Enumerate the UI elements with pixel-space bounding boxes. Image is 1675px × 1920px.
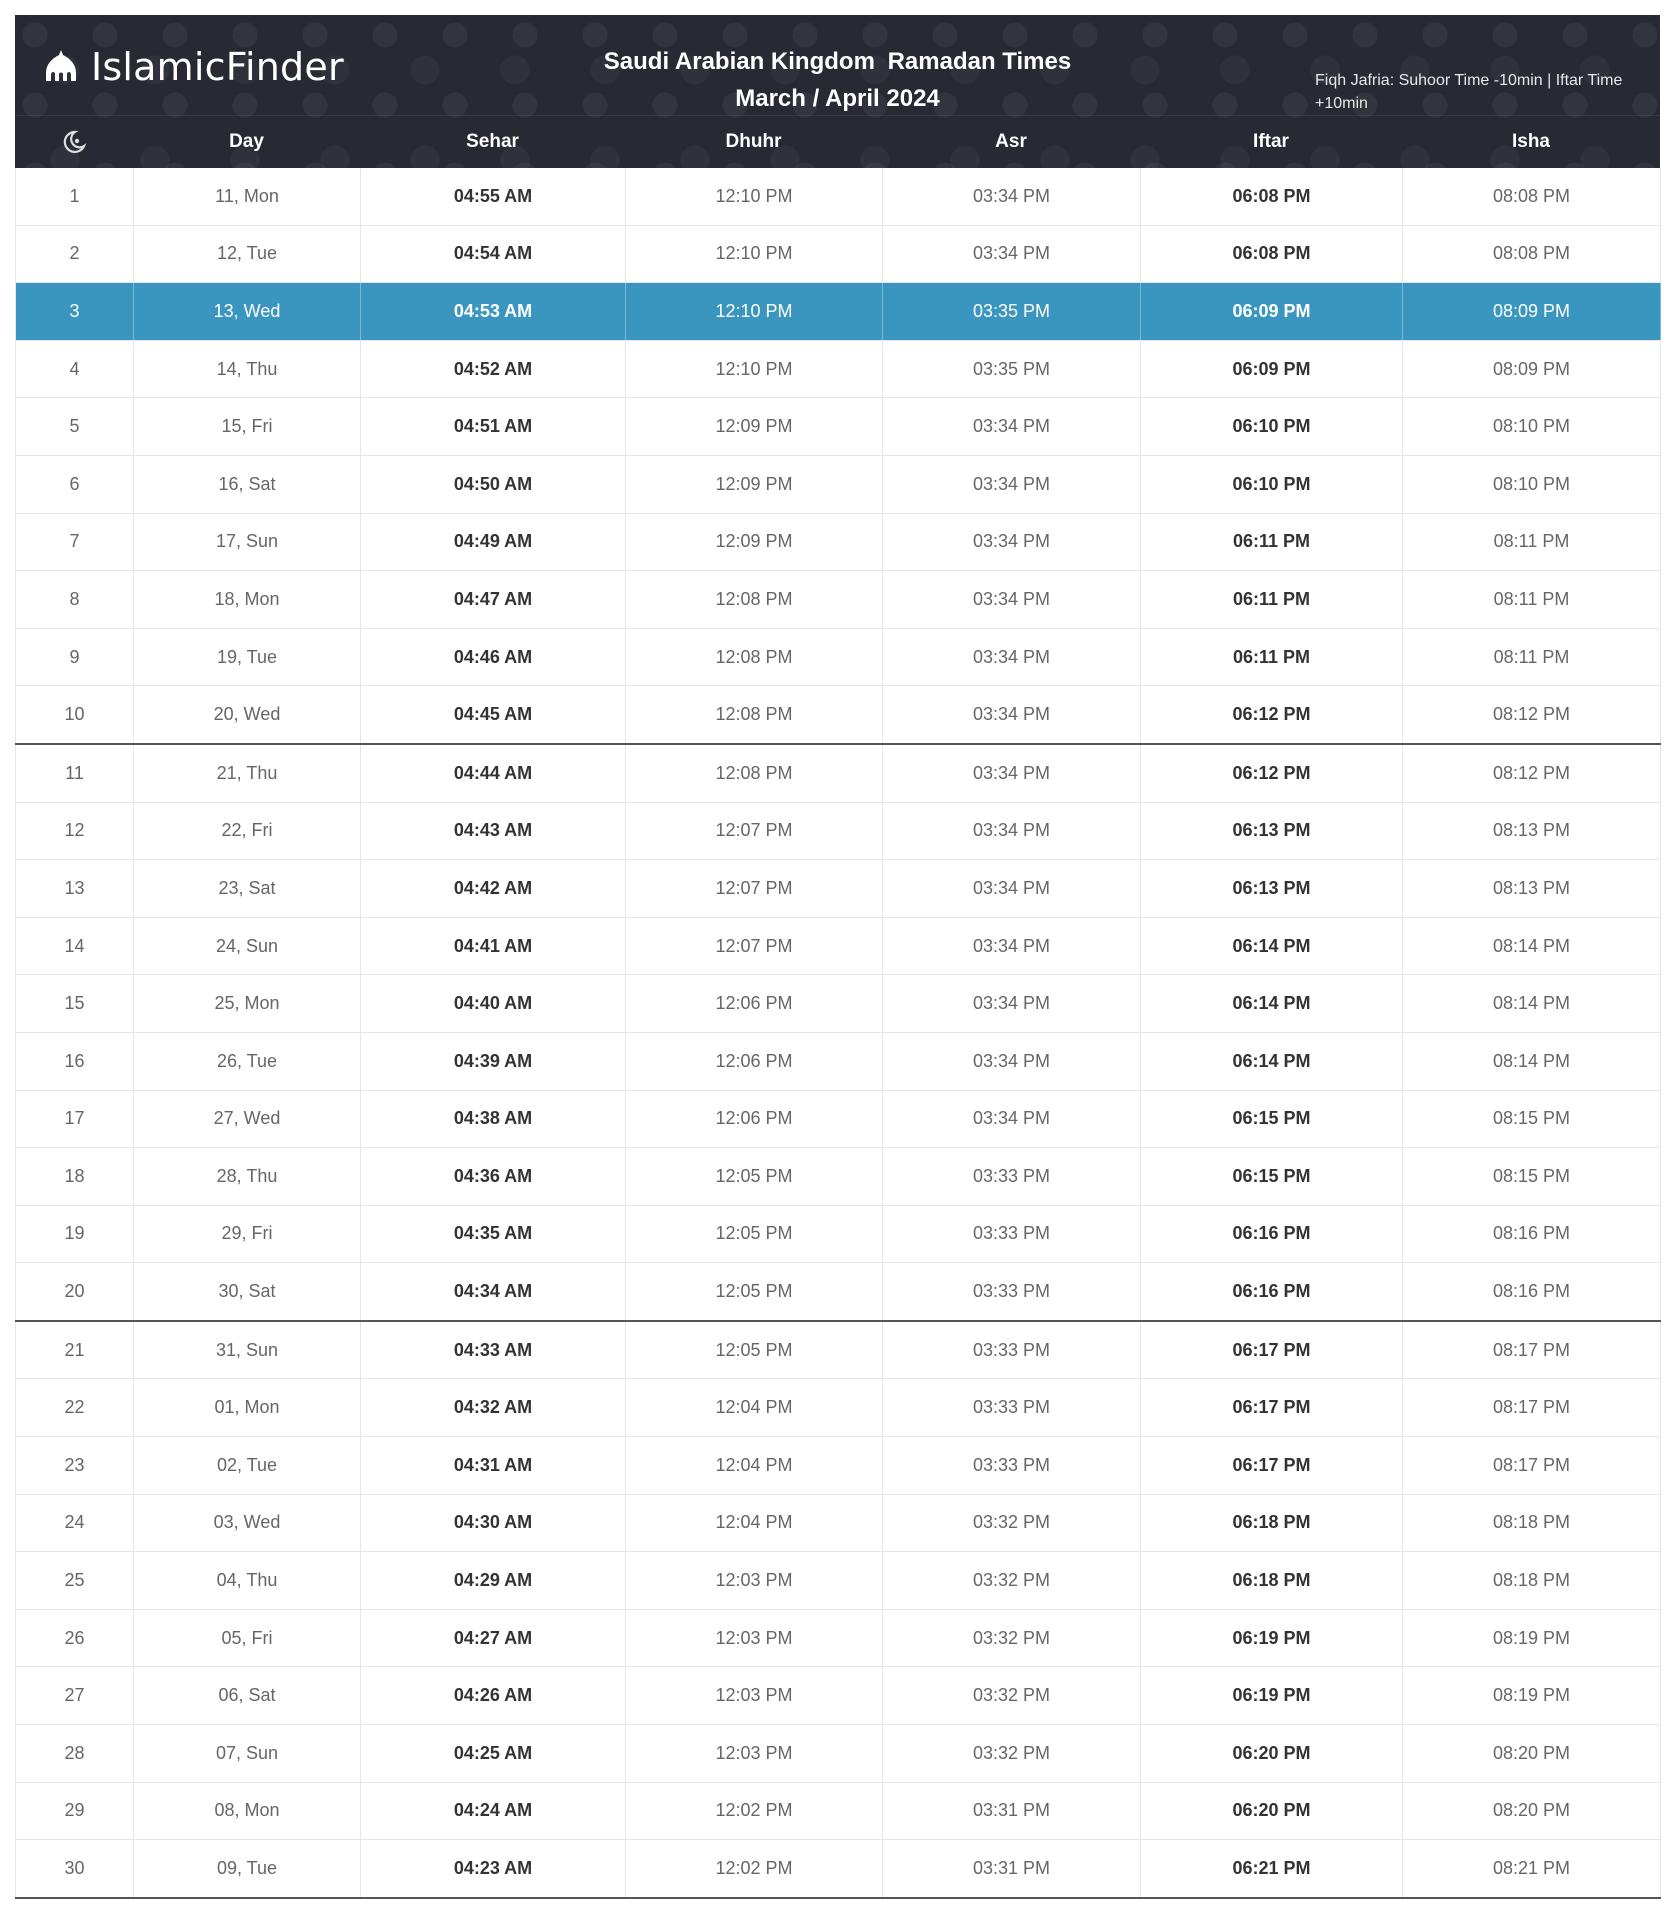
cell-iftar: 06:10 PM: [1141, 455, 1403, 513]
cell-day: 16, Sat: [134, 455, 361, 513]
table-row: [16, 455, 1661, 513]
column-header-dhuhr: Dhuhr: [725, 130, 782, 152]
cell-day: 15, Fri: [134, 398, 361, 456]
cell-sehar: 04:30 AM: [361, 1494, 626, 1552]
cell-day: 26, Tue: [134, 1032, 361, 1090]
cell-day: 23, Sat: [134, 860, 361, 918]
cell-dhuhr: 12:09 PM: [626, 398, 883, 456]
cell-iftar: 06:09 PM: [1141, 283, 1403, 341]
table-row: [16, 744, 1661, 802]
cell-asr: 03:33 PM: [883, 1263, 1141, 1321]
cell-dhuhr: 12:10 PM: [626, 168, 883, 225]
cell-iftar: 06:10 PM: [1141, 398, 1403, 456]
cell-day: 17, Sun: [134, 513, 361, 571]
cell-dhuhr: 12:09 PM: [626, 455, 883, 513]
cell-asr: 03:34 PM: [883, 917, 1141, 975]
cell-day: 24, Sun: [134, 917, 361, 975]
cell-iftar: 06:16 PM: [1141, 1263, 1403, 1321]
cell-day: 02, Tue: [134, 1437, 361, 1495]
cell-dhuhr: 12:05 PM: [626, 1263, 883, 1321]
table-row: [16, 398, 1661, 456]
cell-isha: 08:11 PM: [1403, 513, 1661, 571]
cell-n: 6: [16, 455, 134, 513]
cell-iftar: 06:19 PM: [1141, 1667, 1403, 1725]
cell-iftar: 06:09 PM: [1141, 340, 1403, 398]
cell-asr: 03:34 PM: [883, 628, 1141, 686]
cell-sehar: 04:46 AM: [361, 628, 626, 686]
cell-asr: 03:35 PM: [883, 340, 1141, 398]
cell-sehar: 04:24 AM: [361, 1782, 626, 1840]
cell-asr: 03:34 PM: [883, 1090, 1141, 1148]
cell-isha: 08:20 PM: [1403, 1725, 1661, 1783]
cell-isha: 08:16 PM: [1403, 1263, 1661, 1321]
cell-dhuhr: 12:08 PM: [626, 744, 883, 802]
cell-asr: 03:34 PM: [883, 802, 1141, 860]
cell-iftar: 06:14 PM: [1141, 917, 1403, 975]
table-row: [16, 513, 1661, 571]
cell-sehar: 04:39 AM: [361, 1032, 626, 1090]
cell-day: 03, Wed: [134, 1494, 361, 1552]
cell-asr: 03:32 PM: [883, 1494, 1141, 1552]
table-row: [16, 571, 1661, 629]
cell-n: 8: [16, 571, 134, 629]
cell-n: 27: [16, 1667, 134, 1725]
cell-dhuhr: 12:06 PM: [626, 1032, 883, 1090]
cell-day: 11, Mon: [134, 168, 361, 225]
cell-isha: 08:14 PM: [1403, 917, 1661, 975]
cell-iftar: 06:20 PM: [1141, 1782, 1403, 1840]
cell-dhuhr: 12:05 PM: [626, 1205, 883, 1263]
cell-isha: 08:08 PM: [1403, 168, 1661, 225]
table-row: [16, 1379, 1661, 1437]
cell-asr: 03:31 PM: [883, 1840, 1141, 1898]
cell-dhuhr: 12:10 PM: [626, 340, 883, 398]
cell-iftar: 06:11 PM: [1141, 628, 1403, 686]
cell-sehar: 04:45 AM: [361, 686, 626, 744]
cell-asr: 03:32 PM: [883, 1609, 1141, 1667]
cell-isha: 08:17 PM: [1403, 1321, 1661, 1379]
cell-asr: 03:34 PM: [883, 975, 1141, 1033]
timetable-body: [16, 168, 1661, 1898]
cell-dhuhr: 12:07 PM: [626, 917, 883, 975]
cell-sehar: 04:26 AM: [361, 1667, 626, 1725]
cell-dhuhr: 12:02 PM: [626, 1782, 883, 1840]
table-row: [16, 975, 1661, 1033]
table-row: [16, 168, 1661, 225]
cell-day: 21, Thu: [134, 744, 361, 802]
cell-sehar: 04:44 AM: [361, 744, 626, 802]
cell-n: 12: [16, 802, 134, 860]
cell-isha: 08:17 PM: [1403, 1437, 1661, 1495]
cell-asr: 03:33 PM: [883, 1205, 1141, 1263]
cell-asr: 03:34 PM: [883, 398, 1141, 456]
cell-isha: 08:11 PM: [1403, 571, 1661, 629]
cell-iftar: 06:11 PM: [1141, 571, 1403, 629]
cell-iftar: 06:13 PM: [1141, 860, 1403, 918]
cell-day: 22, Fri: [134, 802, 361, 860]
cell-n: 13: [16, 860, 134, 918]
cell-n: 26: [16, 1609, 134, 1667]
cell-day: 31, Sun: [134, 1321, 361, 1379]
cell-sehar: 04:33 AM: [361, 1321, 626, 1379]
cell-dhuhr: 12:03 PM: [626, 1667, 883, 1725]
cell-day: 25, Mon: [134, 975, 361, 1033]
cell-n: 23: [16, 1437, 134, 1495]
cell-n: 3: [16, 283, 134, 341]
cell-n: 7: [16, 513, 134, 571]
table-row: [16, 225, 1661, 283]
cell-sehar: 04:54 AM: [361, 225, 626, 283]
table-row: [16, 1205, 1661, 1263]
table-row: [16, 802, 1661, 860]
cell-day: 09, Tue: [134, 1840, 361, 1898]
cell-asr: 03:34 PM: [883, 686, 1141, 744]
cell-asr: 03:34 PM: [883, 571, 1141, 629]
cell-sehar: 04:25 AM: [361, 1725, 626, 1783]
cell-isha: 08:17 PM: [1403, 1379, 1661, 1437]
cell-sehar: 04:50 AM: [361, 455, 626, 513]
cell-asr: 03:35 PM: [883, 283, 1141, 341]
cell-sehar: 04:35 AM: [361, 1205, 626, 1263]
cell-n: 19: [16, 1205, 134, 1263]
cell-sehar: 04:32 AM: [361, 1379, 626, 1437]
table-row: [16, 1782, 1661, 1840]
cell-dhuhr: 12:08 PM: [626, 686, 883, 744]
cell-sehar: 04:53 AM: [361, 283, 626, 341]
cell-sehar: 04:51 AM: [361, 398, 626, 456]
cell-sehar: 04:52 AM: [361, 340, 626, 398]
cell-isha: 08:18 PM: [1403, 1494, 1661, 1552]
cell-isha: 08:10 PM: [1403, 398, 1661, 456]
cell-isha: 08:21 PM: [1403, 1840, 1661, 1898]
table-row: [16, 628, 1661, 686]
cell-dhuhr: 12:04 PM: [626, 1437, 883, 1495]
column-header-isha: Isha: [1511, 130, 1551, 152]
cell-day: 12, Tue: [134, 225, 361, 283]
cell-isha: 08:20 PM: [1403, 1782, 1661, 1840]
cell-n: 20: [16, 1263, 134, 1321]
cell-asr: 03:31 PM: [883, 1782, 1141, 1840]
cell-asr: 03:32 PM: [883, 1552, 1141, 1610]
cell-iftar: 06:13 PM: [1141, 802, 1403, 860]
table-row: [16, 1321, 1661, 1379]
cell-dhuhr: 12:10 PM: [626, 225, 883, 283]
cell-n: 14: [16, 917, 134, 975]
cell-day: 30, Sat: [134, 1263, 361, 1321]
table-row: [16, 1090, 1661, 1148]
fiqh-note: Fiqh Jafria: Suhoor Time -10min | Iftar Time +10min: [1315, 72, 1623, 112]
cell-iftar: 06:08 PM: [1141, 168, 1403, 225]
cell-iftar: 06:17 PM: [1141, 1379, 1403, 1437]
cell-n: 17: [16, 1090, 134, 1148]
cell-dhuhr: 12:06 PM: [626, 975, 883, 1033]
cell-isha: 08:13 PM: [1403, 860, 1661, 918]
cell-isha: 08:19 PM: [1403, 1667, 1661, 1725]
cell-iftar: 06:18 PM: [1141, 1552, 1403, 1610]
cell-iftar: 06:12 PM: [1141, 744, 1403, 802]
cell-sehar: 04:36 AM: [361, 1148, 626, 1206]
cell-n: 25: [16, 1552, 134, 1610]
timetable: [15, 168, 1661, 1899]
cell-asr: 03:34 PM: [883, 860, 1141, 918]
cell-iftar: 06:16 PM: [1141, 1205, 1403, 1263]
cell-asr: 03:34 PM: [883, 168, 1141, 225]
cell-asr: 03:33 PM: [883, 1321, 1141, 1379]
timetable-header: [15, 15, 1660, 168]
cell-dhuhr: 12:05 PM: [626, 1321, 883, 1379]
cell-isha: 08:18 PM: [1403, 1552, 1661, 1610]
cell-iftar: 06:19 PM: [1141, 1609, 1403, 1667]
brand-name: IslamicFinder: [91, 45, 344, 89]
cell-asr: 03:34 PM: [883, 225, 1141, 283]
cell-isha: 08:14 PM: [1403, 975, 1661, 1033]
column-header-day: Day: [229, 130, 264, 152]
cell-dhuhr: 12:08 PM: [626, 571, 883, 629]
cell-asr: 03:33 PM: [883, 1379, 1141, 1437]
cell-n: 22: [16, 1379, 134, 1437]
cell-n: 30: [16, 1840, 134, 1898]
cell-dhuhr: 12:02 PM: [626, 1840, 883, 1898]
cell-n: 11: [16, 744, 134, 802]
cell-day: 29, Fri: [134, 1205, 361, 1263]
cell-day: 27, Wed: [134, 1090, 361, 1148]
cell-asr: 03:32 PM: [883, 1725, 1141, 1783]
cell-dhuhr: 12:03 PM: [626, 1552, 883, 1610]
cell-iftar: 06:12 PM: [1141, 686, 1403, 744]
cell-sehar: 04:47 AM: [361, 571, 626, 629]
cell-isha: 08:12 PM: [1403, 744, 1661, 802]
cell-sehar: 04:38 AM: [361, 1090, 626, 1148]
cell-dhuhr: 12:10 PM: [626, 283, 883, 341]
cell-n: 9: [16, 628, 134, 686]
cell-iftar: 06:14 PM: [1141, 1032, 1403, 1090]
table-row: [16, 1263, 1661, 1321]
column-header-row: [15, 115, 1660, 168]
ramadan-timetable: [15, 15, 1660, 1899]
cell-sehar: 04:49 AM: [361, 513, 626, 571]
cell-n: 10: [16, 686, 134, 744]
cell-asr: 03:34 PM: [883, 513, 1141, 571]
cell-asr: 03:33 PM: [883, 1148, 1141, 1206]
cell-asr: 03:34 PM: [883, 1032, 1141, 1090]
cell-iftar: 06:18 PM: [1141, 1494, 1403, 1552]
cell-sehar: 04:27 AM: [361, 1609, 626, 1667]
cell-isha: 08:10 PM: [1403, 455, 1661, 513]
cell-iftar: 06:15 PM: [1141, 1090, 1403, 1148]
cell-day: 28, Thu: [134, 1148, 361, 1206]
column-header-sehar: Sehar: [466, 130, 519, 152]
cell-iftar: 06:17 PM: [1141, 1437, 1403, 1495]
cell-n: 1: [16, 168, 134, 225]
cell-dhuhr: 12:05 PM: [626, 1148, 883, 1206]
cell-n: 4: [16, 340, 134, 398]
table-row: [16, 860, 1661, 918]
cell-isha: 08:14 PM: [1403, 1032, 1661, 1090]
cell-dhuhr: 12:09 PM: [626, 513, 883, 571]
cell-isha: 08:19 PM: [1403, 1609, 1661, 1667]
cell-asr: 03:34 PM: [883, 744, 1141, 802]
cell-day: 07, Sun: [134, 1725, 361, 1783]
cell-iftar: 06:21 PM: [1141, 1840, 1403, 1898]
cell-n: 18: [16, 1148, 134, 1206]
cell-iftar: 06:20 PM: [1141, 1725, 1403, 1783]
cell-isha: 08:08 PM: [1403, 225, 1661, 283]
cell-asr: 03:32 PM: [883, 1667, 1141, 1725]
column-header-icon: [15, 115, 133, 168]
cell-n: 28: [16, 1725, 134, 1783]
cell-day: 19, Tue: [134, 628, 361, 686]
cell-day: 20, Wed: [134, 686, 361, 744]
cell-n: 5: [16, 398, 134, 456]
cell-dhuhr: 12:04 PM: [626, 1379, 883, 1437]
table-row: [16, 1148, 1661, 1206]
cell-n: 21: [16, 1321, 134, 1379]
cell-n: 15: [16, 975, 134, 1033]
cell-sehar: 04:31 AM: [361, 1437, 626, 1495]
table-row: [16, 1840, 1661, 1898]
table-row: [16, 1494, 1661, 1552]
cell-isha: 08:15 PM: [1403, 1090, 1661, 1148]
cell-dhuhr: 12:08 PM: [626, 628, 883, 686]
cell-n: 24: [16, 1494, 134, 1552]
cell-iftar: 06:14 PM: [1141, 975, 1403, 1033]
cell-sehar: 04:42 AM: [361, 860, 626, 918]
cell-day: 01, Mon: [134, 1379, 361, 1437]
cell-day: 04, Thu: [134, 1552, 361, 1610]
cell-sehar: 04:40 AM: [361, 975, 626, 1033]
cell-asr: 03:33 PM: [883, 1437, 1141, 1495]
table-row: [16, 1725, 1661, 1783]
cell-n: 16: [16, 1032, 134, 1090]
title-subtitle: March / April 2024: [735, 85, 940, 112]
cell-n: 2: [16, 225, 134, 283]
title-label: Ramadan Times: [887, 48, 1072, 75]
table-row: [16, 1437, 1661, 1495]
cell-isha: 08:16 PM: [1403, 1205, 1661, 1263]
cell-sehar: 04:34 AM: [361, 1263, 626, 1321]
cell-day: 05, Fri: [134, 1609, 361, 1667]
cell-sehar: 04:29 AM: [361, 1552, 626, 1610]
cell-sehar: 04:41 AM: [361, 917, 626, 975]
cell-sehar: 04:55 AM: [361, 168, 626, 225]
table-row: [16, 686, 1661, 744]
cell-dhuhr: 12:06 PM: [626, 1090, 883, 1148]
table-row: [16, 1667, 1661, 1725]
cell-day: 18, Mon: [134, 571, 361, 629]
table-row: [16, 1032, 1661, 1090]
cell-isha: 08:12 PM: [1403, 686, 1661, 744]
cell-day: 08, Mon: [134, 1782, 361, 1840]
cell-iftar: 06:11 PM: [1141, 513, 1403, 571]
table-row: [16, 1609, 1661, 1667]
table-row: [16, 1552, 1661, 1610]
cell-isha: 08:15 PM: [1403, 1148, 1661, 1206]
title-country: Saudi Arabian Kingdom: [603, 48, 875, 75]
cell-dhuhr: 12:03 PM: [626, 1725, 883, 1783]
cell-sehar: 04:23 AM: [361, 1840, 626, 1898]
cell-dhuhr: 12:04 PM: [626, 1494, 883, 1552]
cell-asr: 03:34 PM: [883, 455, 1141, 513]
cell-day: 13, Wed: [134, 283, 361, 341]
cell-dhuhr: 12:07 PM: [626, 860, 883, 918]
cell-isha: 08:09 PM: [1403, 283, 1661, 341]
column-header-asr: Asr: [995, 130, 1027, 152]
cell-isha: 08:09 PM: [1403, 340, 1661, 398]
cell-isha: 08:11 PM: [1403, 628, 1661, 686]
cell-iftar: 06:08 PM: [1141, 225, 1403, 283]
column-header-iftar: Iftar: [1253, 130, 1289, 152]
cell-dhuhr: 12:07 PM: [626, 802, 883, 860]
cell-n: 29: [16, 1782, 134, 1840]
table-row: [16, 340, 1661, 398]
cell-day: 14, Thu: [134, 340, 361, 398]
table-row: [16, 917, 1661, 975]
cell-dhuhr: 12:03 PM: [626, 1609, 883, 1667]
cell-iftar: 06:15 PM: [1141, 1148, 1403, 1206]
cell-iftar: 06:17 PM: [1141, 1321, 1403, 1379]
cell-isha: 08:13 PM: [1403, 802, 1661, 860]
cell-sehar: 04:43 AM: [361, 802, 626, 860]
table-row: [16, 283, 1661, 341]
cell-day: 06, Sat: [134, 1667, 361, 1725]
moon-icon: [61, 129, 87, 155]
